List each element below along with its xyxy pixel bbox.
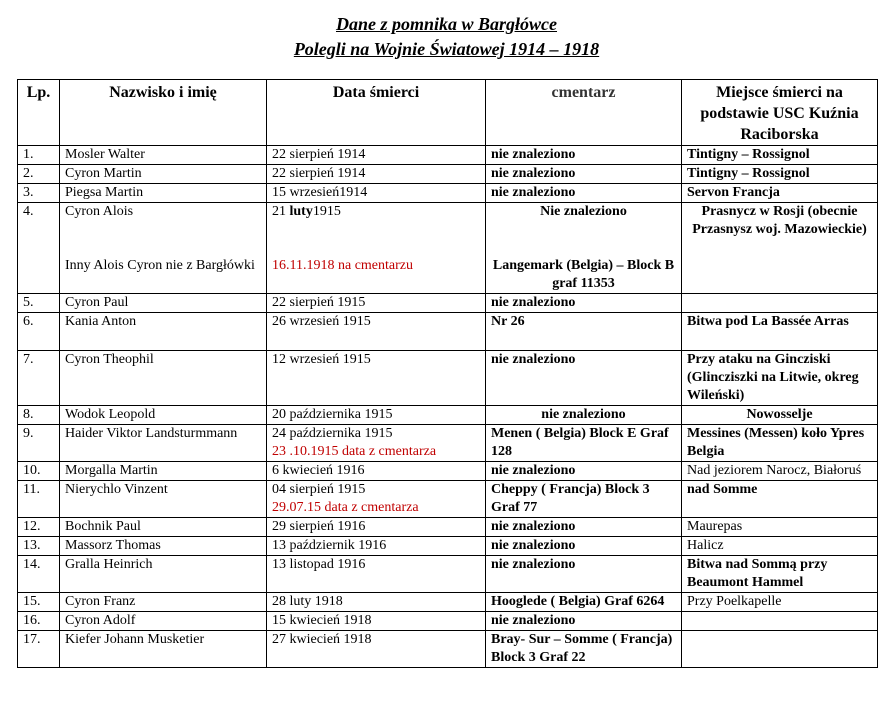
cell-lp: 16. <box>18 612 60 631</box>
cell-name: Cyron Theophil <box>60 351 267 406</box>
cell-place: Bitwa pod La Bassée Arras <box>682 313 878 351</box>
cell-lp: 3. <box>18 184 60 203</box>
cell-date: 22 sierpień 1915 <box>267 294 486 313</box>
cell-date: 22 sierpień 1914 <box>267 146 486 165</box>
cell-date: 28 luty 1918 <box>267 593 486 612</box>
cell-name: Haider Viktor Landsturmmann <box>60 425 267 462</box>
cell-cemetery: nie znaleziono <box>486 351 682 406</box>
table-row <box>18 294 878 313</box>
date-day: 21 <box>272 204 290 219</box>
cell-lp: 9. <box>18 425 60 462</box>
cell-name: Nierychlo Vinzent <box>60 481 267 518</box>
cell-name: Cyron Paul <box>60 294 267 313</box>
table-row <box>18 537 878 556</box>
table-row <box>18 593 878 612</box>
table-row <box>18 184 878 203</box>
date-year: 1915 <box>312 204 341 219</box>
header-lp: Lp. <box>18 80 60 146</box>
cell-place: Maurepas <box>682 518 878 537</box>
table-row <box>18 351 878 406</box>
cell-date: 20 października 1915 <box>267 406 486 425</box>
cell-date: 12 wrzesień 1915 <box>267 351 486 406</box>
cell-cemetery: nie znaleziono <box>486 518 682 537</box>
cell-lp: 5. <box>18 294 60 313</box>
cell-lp: 6. <box>18 313 60 351</box>
cell-name: Cyron Franz <box>60 593 267 612</box>
cell-name <box>60 203 267 294</box>
cell-cemetery: nie znaleziono <box>486 612 682 631</box>
date-note: 23 .10.1915 data z cmentarza <box>272 444 437 459</box>
cell-place: Messines (Messen) koło Ypres Belgia <box>682 425 878 462</box>
cell-date <box>267 481 486 518</box>
cell-cemetery: Nr 26 <box>486 313 682 351</box>
cell-date <box>267 203 486 294</box>
cell-cemetery: nie znaleziono <box>486 184 682 203</box>
header-place: Miejsce śmierci na podstawie USC Kuźnia Raciborska <box>682 80 878 146</box>
cell-cemetery: Hooglede ( Belgia) Graf 6264 <box>486 593 682 612</box>
date-primary: 04 sierpień 1915 <box>272 482 366 497</box>
cell-place: Halicz <box>682 537 878 556</box>
cell-lp: 1. <box>18 146 60 165</box>
cell-name: Gralla Heinrich <box>60 556 267 593</box>
cell-place <box>682 631 878 668</box>
header-name: Nazwisko i imię <box>60 80 267 146</box>
cell-cemetery: nie znaleziono <box>486 537 682 556</box>
cell-name: Cyron Adolf <box>60 612 267 631</box>
table-row <box>18 556 878 593</box>
cell-name: Bochnik Paul <box>60 518 267 537</box>
cell-lp: 2. <box>18 165 60 184</box>
cell-lp: 4. <box>18 203 60 294</box>
cell-place: Przy ataku na Gincziski (Glincziszki na Litwie, okreg Wileński) <box>682 351 878 406</box>
cell-place <box>682 612 878 631</box>
cell-place: Nad jeziorem Narocz, Białoruś <box>682 462 878 481</box>
table-row <box>18 425 878 462</box>
name-primary: Cyron Alois <box>65 204 134 219</box>
cell-date <box>267 425 486 462</box>
cell-lp: 12. <box>18 518 60 537</box>
title-line-2: Polegli na Wojnie Światowej 1914 – 1918 <box>293 39 600 59</box>
cell-date: 26 wrzesień 1915 <box>267 313 486 351</box>
date-note: 16.11.1918 na cmentarzu <box>272 258 413 273</box>
table-header-row <box>18 80 878 146</box>
cell-place <box>682 294 878 313</box>
cell-lp: 13. <box>18 537 60 556</box>
date-note: 29.07.15 data z cmentarza <box>272 500 419 515</box>
cell-cemetery: nie znaleziono <box>486 165 682 184</box>
cell-date: 15 wrzesień1914 <box>267 184 486 203</box>
cell-cemetery: nie znaleziono <box>486 406 682 425</box>
name-note: Inny Alois Cyron nie z Bargłówki <box>65 258 255 273</box>
cell-name: Mosler Walter <box>60 146 267 165</box>
cell-place: Prasnycz w Rosji (obecnie Przasnysz woj. Mazowieckie) <box>682 203 878 294</box>
table-row <box>18 146 878 165</box>
cell-date: 15 kwiecień 1918 <box>267 612 486 631</box>
date-month: luty <box>289 204 313 219</box>
cell-cemetery: Cheppy ( Francja) Block 3 Graf 77 <box>486 481 682 518</box>
cell-date: 29 sierpień 1916 <box>267 518 486 537</box>
table-row <box>18 462 878 481</box>
cell-cemetery <box>486 203 682 294</box>
cell-date: 6 kwiecień 1916 <box>267 462 486 481</box>
document-title <box>0 12 893 62</box>
table-row <box>18 313 878 351</box>
header-cemetery: cmentarz <box>486 80 682 146</box>
table-row <box>18 165 878 184</box>
table-row <box>18 481 878 518</box>
cell-cemetery: nie znaleziono <box>486 556 682 593</box>
cell-cemetery: Menen ( Belgia) Block E Graf 128 <box>486 425 682 462</box>
cell-name: Morgalla Martin <box>60 462 267 481</box>
cell-cemetery: nie znaleziono <box>486 462 682 481</box>
cell-name: Massorz Thomas <box>60 537 267 556</box>
header-date: Data śmierci <box>267 80 486 146</box>
table-row <box>18 518 878 537</box>
cell-place: nad Somme <box>682 481 878 518</box>
cell-date: 13 październik 1916 <box>267 537 486 556</box>
cell-date: 22 sierpień 1914 <box>267 165 486 184</box>
cell-place: Tintigny – Rossignol <box>682 165 878 184</box>
cell-name: Cyron Martin <box>60 165 267 184</box>
cell-date: 13 listopad 1916 <box>267 556 486 593</box>
cell-lp: 14. <box>18 556 60 593</box>
cell-place: Bitwa nad Sommą przy Beaumont Hammel <box>682 556 878 593</box>
memorial-table <box>17 79 878 668</box>
cell-cemetery: nie znaleziono <box>486 294 682 313</box>
cell-place: Nowosselje <box>682 406 878 425</box>
cell-name: Wodok Leopold <box>60 406 267 425</box>
cemetery-note: Langemark (Belgia) – Block B graf 11353 <box>492 258 675 291</box>
title-line-1: Dane z pomnika w Bargłówce <box>335 14 558 34</box>
cemetery-primary: Nie znaleziono <box>540 204 627 219</box>
cell-place: Tintigny – Rossignol <box>682 146 878 165</box>
cell-lp: 8. <box>18 406 60 425</box>
table-row <box>18 406 878 425</box>
cell-place: Servon Francja <box>682 184 878 203</box>
cell-lp: 17. <box>18 631 60 668</box>
cell-name: Piegsa Martin <box>60 184 267 203</box>
cell-date: 27 kwiecień 1918 <box>267 631 486 668</box>
cell-cemetery: nie znaleziono <box>486 146 682 165</box>
cell-name: Kiefer Johann Musketier <box>60 631 267 668</box>
date-primary: 24 października 1915 <box>272 426 393 441</box>
table-row <box>18 203 878 294</box>
cell-cemetery: Bray- Sur – Somme ( Francja) Block 3 Graf 22 <box>486 631 682 668</box>
cell-lp: 10. <box>18 462 60 481</box>
table-row <box>18 631 878 668</box>
cell-lp: 15. <box>18 593 60 612</box>
cell-name: Kania Anton <box>60 313 267 351</box>
cell-lp: 7. <box>18 351 60 406</box>
cell-lp: 11. <box>18 481 60 518</box>
table-row <box>18 612 878 631</box>
cell-place: Przy Poelkapelle <box>682 593 878 612</box>
